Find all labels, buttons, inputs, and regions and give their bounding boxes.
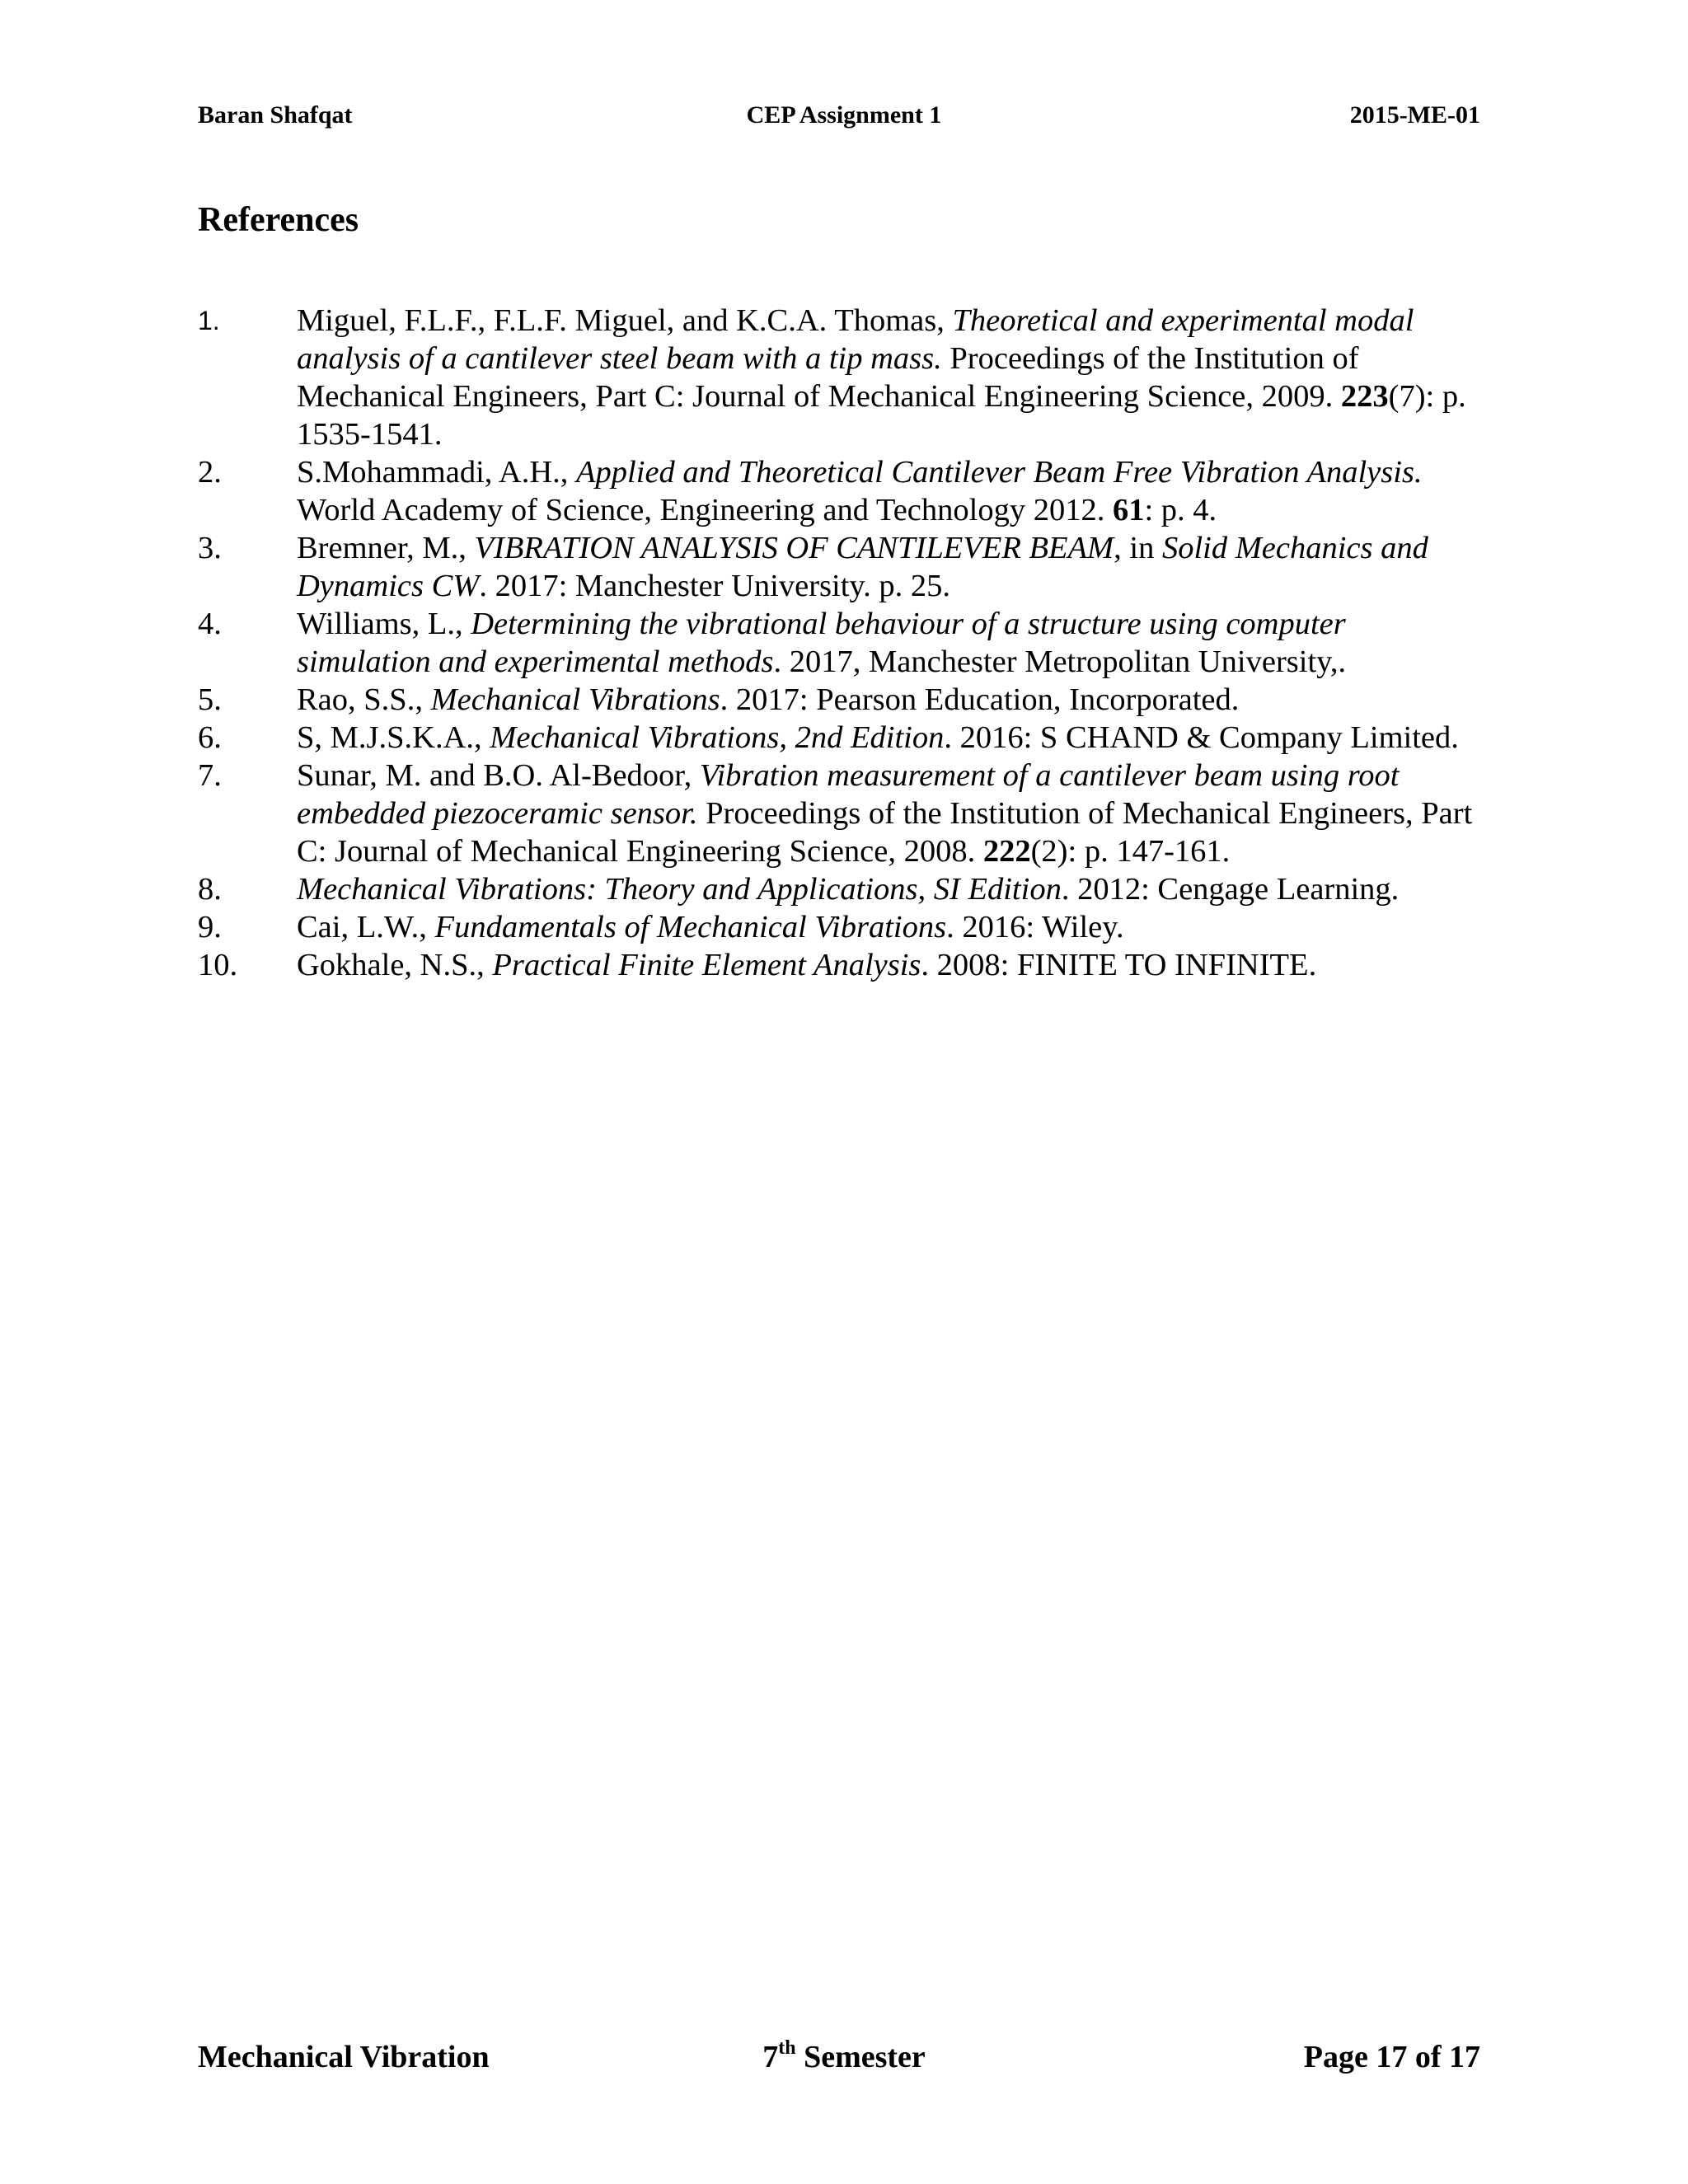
reference-text-part: (2): p. 147-161. [1030,834,1231,869]
reference-text [297,948,1316,982]
reference-item [198,681,1484,719]
reference-number: 6. [198,720,222,755]
reference-volume-bold: 61 [1112,493,1145,527]
reference-title-italic: Mechanical Vibrations [430,682,720,717]
reference-text-part: . 2017: Pearson Education, Incorporated. [720,682,1240,717]
reference-text-part: Cai, L.W., [297,910,435,944]
reference-text-part: : p. 4. [1144,493,1217,527]
reference-item [198,870,1484,908]
reference-text [297,607,1346,679]
footer-page-number: Page 17 of 17 [1303,2040,1480,2074]
reference-title-italic: Applied and Theoretical Cantilever Beam Free Vibration Analysis. [576,455,1423,490]
reference-text [297,303,1466,452]
reference-text [297,455,1423,527]
footer-course: Mechanical Vibration [198,2040,490,2074]
reference-item [198,605,1484,681]
reference-title-italic: Theoretical and experimental modal analysis of a cantilever steel beam with a tip mass. [297,303,1414,376]
reference-text-part: Gokhale, N.S., [297,948,493,982]
reference-text-part: World Academy of Science, Engineering and Technology 2012. [297,493,1113,527]
reference-text-part: . 2012: Cengage Learning. [1061,872,1400,907]
reference-number: 1. [198,306,220,335]
reference-title-italic: Practical Finite Element Analysis [492,948,921,982]
reference-item [198,946,1484,984]
reference-text-part: . 2016: Wiley. [946,910,1124,944]
reference-title-italic: Solid Mechanics and Dynamics CW [297,531,1428,603]
reference-text-part: , in [1114,531,1162,565]
reference-text-part: Sunar, M. and B.O. Al-Bedoor, [297,758,700,793]
reference-item [198,453,1484,529]
reference-number: 5. [198,682,222,717]
references-list [198,302,1484,984]
reference-item [198,302,1484,453]
reference-text [297,758,1472,869]
reference-title-italic: Mechanical Vibrations: Theory and Applications, SI Edition [297,872,1062,907]
reference-text [297,872,1399,907]
reference-item [198,529,1484,605]
reference-text-part: Miguel, F.L.F., F.L.F. Miguel, and K.C.A. Thomas, [297,303,953,338]
reference-text-part: S, M.J.S.K.A., [297,720,490,755]
reference-number: 10. [198,948,238,982]
reference-text [297,682,1239,717]
reference-text-part: S.Mohammadi, A.H., [297,455,577,490]
reference-text-part: . 2016: S CHAND & Company Limited. [944,720,1459,755]
reference-text [297,910,1124,944]
reference-number: 7. [198,758,222,793]
reference-text-part: Rao, S.S., [297,682,431,717]
header-id: 2015-ME-01 [1349,101,1480,129]
reference-text [297,720,1459,755]
reference-text-part: Proceedings of the Institution of Mechanical Engineers, Part C: Journal of Mechanical Engineering Science, 2008. [297,796,1473,869]
reference-number: 2. [198,455,222,490]
reference-text-part: Bremner, M., [297,531,475,565]
header-title-text: CEP Assignment 1 [746,101,942,129]
reference-text-part: . 2008: FINITE TO INFINITE. [921,948,1317,982]
header-author: Baran Shafqat [198,101,353,129]
reference-text [297,531,1428,603]
references-heading: References [198,201,359,239]
reference-title-italic: Vibration measurement of a cantilever beam using root embedded piezoceramic sensor. [297,758,1400,831]
reference-text-part: (7): p. 1535-1541. [297,379,1466,452]
reference-number: 3. [198,531,222,565]
reference-volume-bold: 223 [1340,379,1389,414]
reference-title-italic: VIBRATION ANALYSIS OF CANTILEVER BEAM [474,531,1114,565]
footer-semester-label: Semester [795,2040,926,2074]
reference-item [198,719,1484,757]
reference-title-italic: Mechanical Vibrations, 2nd Edition [490,720,945,755]
reference-item [198,908,1484,946]
footer-semester-suffix: th [778,2037,796,2059]
reference-text-part: . 2017: Manchester University. p. 25. [479,569,951,603]
footer-semester-number: 7 [762,2040,779,2074]
reference-number: 9. [198,910,222,944]
reference-number: 4. [198,607,222,641]
reference-number: 8. [198,872,222,907]
reference-text-part: Williams, L., [297,607,471,641]
reference-text-part: . 2017, Manchester Metropolitan University,. [773,644,1347,679]
reference-title-italic: Fundamentals of Mechanical Vibrations [434,910,947,944]
reference-volume-bold: 222 [982,834,1031,869]
reference-title-italic: Determining the vibrational behaviour of a structure using computer simulation and experimental methods [297,607,1346,679]
reference-item [198,757,1484,870]
reference-text-part: Proceedings of the Institution of Mechanical Engineers, Part C: Journal of Mechanical Engineering Science, 2009. [297,341,1359,414]
